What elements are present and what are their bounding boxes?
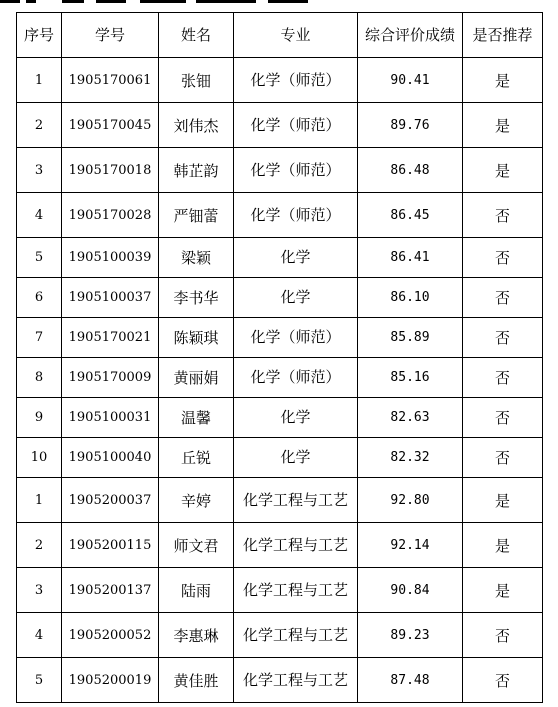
table-row [17, 103, 543, 148]
cell-recommend: 否 [463, 658, 543, 703]
cell-name: 陆雨 [159, 568, 234, 613]
cell-score: 90.84 [358, 568, 463, 613]
table-row [17, 318, 543, 358]
cell-score: 90.41 [358, 58, 463, 103]
cell-seq: 6 [17, 278, 62, 318]
cell-seq: 3 [17, 148, 62, 193]
cell-score: 82.63 [358, 398, 463, 438]
cell-major: 化学 [234, 398, 358, 438]
cell-student-id: 1905200019 [62, 658, 159, 703]
cell-name: 梁颖 [159, 238, 234, 278]
cell-recommend: 否 [463, 438, 543, 478]
cell-major: 化学工程与工艺 [234, 523, 358, 568]
cell-score: 86.45 [358, 193, 463, 238]
cell-name: 温馨 [159, 398, 234, 438]
cell-student-id: 1905170061 [62, 58, 159, 103]
cell-recommend: 是 [463, 568, 543, 613]
cell-student-id: 1905170045 [62, 103, 159, 148]
table-row [17, 478, 543, 523]
cell-score: 92.14 [358, 523, 463, 568]
header-score: 综合评价成绩 [358, 13, 463, 58]
cell-score: 86.48 [358, 148, 463, 193]
cell-recommend: 否 [463, 238, 543, 278]
cell-student-id: 1905170009 [62, 358, 159, 398]
cell-major: 化学 [234, 278, 358, 318]
table-row [17, 358, 543, 398]
table-row [17, 613, 543, 658]
cell-recommend: 否 [463, 613, 543, 658]
cell-name: 李书华 [159, 278, 234, 318]
cell-recommend: 是 [463, 103, 543, 148]
table-row [17, 398, 543, 438]
cropped-title-fragment [0, 0, 360, 4]
cell-score: 82.32 [358, 438, 463, 478]
cell-student-id: 1905170028 [62, 193, 159, 238]
cell-recommend: 否 [463, 318, 543, 358]
header-major: 专业 [234, 13, 358, 58]
cell-recommend: 否 [463, 278, 543, 318]
cell-major: 化学工程与工艺 [234, 613, 358, 658]
cell-seq: 2 [17, 523, 62, 568]
cell-score: 85.16 [358, 358, 463, 398]
cell-student-id: 1905100031 [62, 398, 159, 438]
cell-student-id: 1905100037 [62, 278, 159, 318]
table-row [17, 148, 543, 193]
cell-name: 师文君 [159, 523, 234, 568]
recommendation-table [16, 12, 543, 703]
cell-recommend: 否 [463, 358, 543, 398]
cell-seq: 5 [17, 658, 62, 703]
cell-recommend: 否 [463, 398, 543, 438]
cell-score: 86.41 [358, 238, 463, 278]
cell-major: 化学（师范） [234, 58, 358, 103]
cell-major: 化学（师范） [234, 358, 358, 398]
cell-recommend: 是 [463, 58, 543, 103]
cell-recommend: 是 [463, 478, 543, 523]
cell-major: 化学工程与工艺 [234, 478, 358, 523]
table-row [17, 193, 543, 238]
cell-score: 89.23 [358, 613, 463, 658]
cell-score: 86.10 [358, 278, 463, 318]
cell-recommend: 是 [463, 523, 543, 568]
cell-major: 化学 [234, 238, 358, 278]
cell-seq: 3 [17, 568, 62, 613]
cell-score: 89.76 [358, 103, 463, 148]
cell-major: 化学（师范） [234, 318, 358, 358]
cell-name: 陈颖琪 [159, 318, 234, 358]
cell-seq: 2 [17, 103, 62, 148]
header-student-id: 学号 [62, 13, 159, 58]
cell-major: 化学（师范） [234, 103, 358, 148]
table-row [17, 523, 543, 568]
cell-major: 化学（师范） [234, 193, 358, 238]
cell-student-id: 1905170021 [62, 318, 159, 358]
cell-seq: 4 [17, 193, 62, 238]
cell-student-id: 1905100040 [62, 438, 159, 478]
cell-seq: 8 [17, 358, 62, 398]
cell-student-id: 1905200137 [62, 568, 159, 613]
cell-name: 黄丽娟 [159, 358, 234, 398]
table-row [17, 278, 543, 318]
header-row [17, 13, 543, 58]
cell-student-id: 1905200052 [62, 613, 159, 658]
cell-name: 严钿蕾 [159, 193, 234, 238]
table-row [17, 438, 543, 478]
cell-score: 92.80 [358, 478, 463, 523]
cell-name: 丘锐 [159, 438, 234, 478]
table-row [17, 658, 543, 703]
cell-major: 化学（师范） [234, 148, 358, 193]
cell-name: 黄佳胜 [159, 658, 234, 703]
cell-major: 化学工程与工艺 [234, 658, 358, 703]
cell-major: 化学 [234, 438, 358, 478]
cell-name: 张钿 [159, 58, 234, 103]
header-name: 姓名 [159, 13, 234, 58]
cell-seq: 1 [17, 478, 62, 523]
table-row [17, 568, 543, 613]
header-seq: 序号 [17, 13, 62, 58]
cell-student-id: 1905170018 [62, 148, 159, 193]
cell-name: 刘伟杰 [159, 103, 234, 148]
cell-name: 辛婷 [159, 478, 234, 523]
cell-student-id: 1905200115 [62, 523, 159, 568]
cell-seq: 7 [17, 318, 62, 358]
cell-seq: 1 [17, 58, 62, 103]
cell-major: 化学工程与工艺 [234, 568, 358, 613]
table-row [17, 58, 543, 103]
cell-score: 85.89 [358, 318, 463, 358]
cell-recommend: 是 [463, 148, 543, 193]
cell-seq: 5 [17, 238, 62, 278]
cell-seq: 10 [17, 438, 62, 478]
header-recommend: 是否推荐 [463, 13, 543, 58]
cell-name: 韩芷韵 [159, 148, 234, 193]
table-row [17, 238, 543, 278]
cell-seq: 4 [17, 613, 62, 658]
cell-name: 李惠琳 [159, 613, 234, 658]
cell-seq: 9 [17, 398, 62, 438]
cell-student-id: 1905100039 [62, 238, 159, 278]
cell-student-id: 1905200037 [62, 478, 159, 523]
cell-recommend: 否 [463, 193, 543, 238]
cell-score: 87.48 [358, 658, 463, 703]
